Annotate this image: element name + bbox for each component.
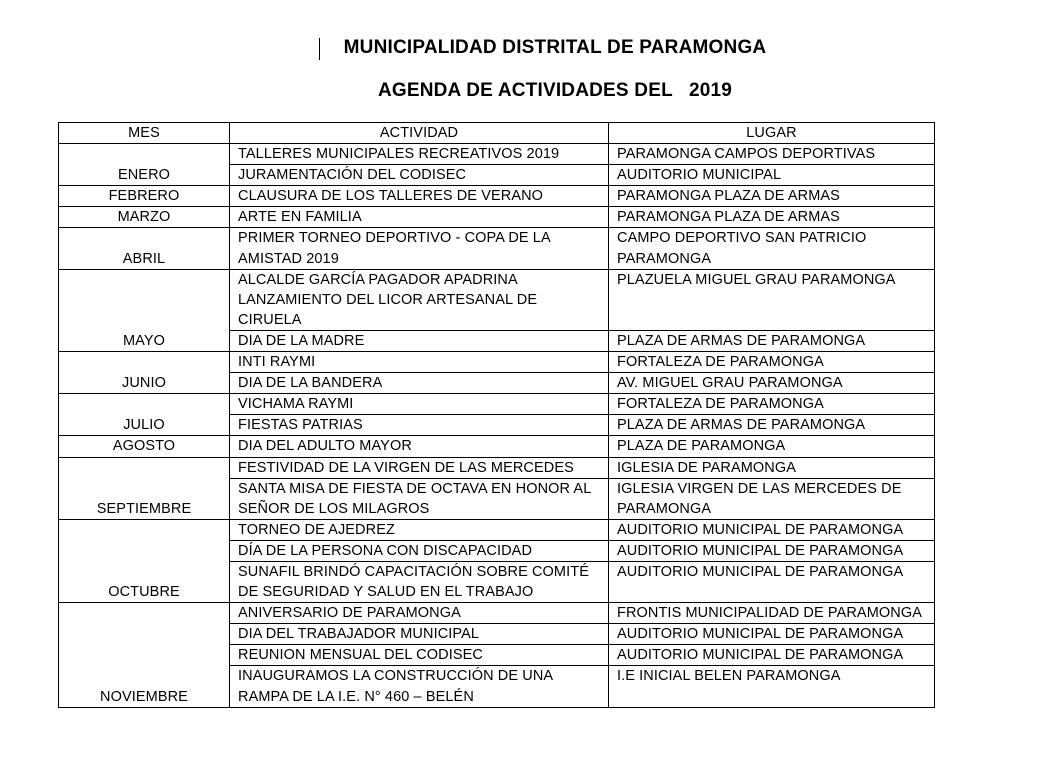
cell-lugar: AUDITORIO MUNICIPAL DE PARAMONGA: [609, 624, 935, 645]
cell-lugar: PLAZUELA MIGUEL GRAU PARAMONGA: [609, 269, 935, 330]
cell-lugar: FRONTIS MUNICIPALIDAD DE PARAMONGA: [609, 603, 935, 624]
table-row: [59, 228, 935, 269]
table-row: [59, 186, 935, 207]
cell-mes: FEBRERO: [59, 186, 230, 207]
cell-lugar: FORTALEZA DE PARAMONGA: [609, 394, 935, 415]
cell-lugar: PLAZA DE PARAMONGA: [609, 436, 935, 457]
cell-mes: ENERO: [59, 144, 230, 186]
table-row: [59, 207, 935, 228]
cell-lugar: PLAZA DE ARMAS DE PARAMONGA: [609, 330, 935, 351]
table-header-row: [59, 123, 935, 144]
table-row: [59, 394, 935, 415]
table-row: [59, 457, 935, 478]
cell-mes: SEPTIEMBRE: [59, 457, 230, 519]
document-subtitle: AGENDA DE ACTIVIDADES DEL 2019: [377, 80, 733, 101]
cell-actividad: TALLERES MUNICIPALES RECREATIVOS 2019: [230, 144, 609, 165]
cell-mes: JULIO: [59, 394, 230, 436]
header-mes: MES: [59, 123, 230, 144]
cell-actividad: PRIMER TORNEO DEPORTIVO - COPA DE LA AMISTAD 2019: [230, 228, 609, 269]
cell-actividad: FIESTAS PATRIAS: [230, 415, 609, 436]
cell-actividad: ALCALDE GARCÍA PAGADOR APADRINA LANZAMIENTO DEL LICOR ARTESANAL DE CIRUELA: [230, 269, 609, 330]
cell-actividad: CLAUSURA DE LOS TALLERES DE VERANO: [230, 186, 609, 207]
cell-lugar: AUDITORIO MUNICIPAL DE PARAMONGA: [609, 561, 935, 602]
cell-lugar: PARAMONGA CAMPOS DEPORTIVAS: [609, 144, 935, 165]
cell-actividad: REUNION MENSUAL DEL CODISEC: [230, 645, 609, 666]
cell-lugar: IGLESIA VIRGEN DE LAS MERCEDES DE PARAMONGA: [609, 478, 935, 519]
cell-actividad: DIA DEL ADULTO MAYOR: [230, 436, 609, 457]
cell-actividad: TORNEO DE AJEDREZ: [230, 519, 609, 540]
cell-actividad: ARTE EN FAMILIA: [230, 207, 609, 228]
cell-lugar: PARAMONGA PLAZA DE ARMAS: [609, 207, 935, 228]
cell-lugar: AUDITORIO MUNICIPAL: [609, 165, 935, 186]
cell-mes: JUNIO: [59, 352, 230, 394]
cell-actividad: DIA DEL TRABAJADOR MUNICIPAL: [230, 624, 609, 645]
cell-lugar: PARAMONGA PLAZA DE ARMAS: [609, 186, 935, 207]
cell-actividad: SUNAFIL BRINDÓ CAPACITACIÓN SOBRE COMITÉ DE SEGURIDAD Y SALUD EN EL TRABAJO: [230, 561, 609, 602]
table-row: [59, 269, 935, 330]
cell-actividad: INTI RAYMI: [230, 352, 609, 373]
cell-lugar: AUDITORIO MUNICIPAL DE PARAMONGA: [609, 519, 935, 540]
table-row: [59, 352, 935, 373]
cell-mes: ABRIL: [59, 228, 230, 269]
document-title: MUNICIPALIDAD DISTRITAL DE PARAMONGA: [343, 37, 767, 58]
cell-lugar: AUDITORIO MUNICIPAL DE PARAMONGA: [609, 540, 935, 561]
table-row: [59, 144, 935, 165]
cell-actividad: FESTIVIDAD DE LA VIRGEN DE LAS MERCEDES: [230, 457, 609, 478]
cell-actividad: JURAMENTACIÓN DEL CODISEC: [230, 165, 609, 186]
cell-actividad: SANTA MISA DE FIESTA DE OCTAVA EN HONOR AL SEÑOR DE LOS MILAGROS: [230, 478, 609, 519]
header-lugar: LUGAR: [609, 123, 935, 144]
table-row: [59, 519, 935, 540]
cell-mes: MARZO: [59, 207, 230, 228]
cell-mes: NOVIEMBRE: [59, 603, 230, 707]
cell-actividad: DIA DE LA BANDERA: [230, 373, 609, 394]
cell-lugar: AUDITORIO MUNICIPAL DE PARAMONGA: [609, 645, 935, 666]
table-row: [59, 603, 935, 624]
header-actividad: ACTIVIDAD: [230, 123, 609, 144]
cell-mes: MAYO: [59, 269, 230, 351]
cell-actividad: VICHAMA RAYMI: [230, 394, 609, 415]
table-body: [59, 144, 935, 708]
cell-mes: OCTUBRE: [59, 519, 230, 602]
cell-mes: AGOSTO: [59, 436, 230, 457]
activities-table: [58, 122, 935, 708]
cell-actividad: DÍA DE LA PERSONA CON DISCAPACIDAD: [230, 540, 609, 561]
cell-actividad: INAUGURAMOS LA CONSTRUCCIÓN DE UNA RAMPA DE LA I.E. N° 460 – BELÉN: [230, 666, 609, 707]
cell-lugar: PLAZA DE ARMAS DE PARAMONGA: [609, 415, 935, 436]
cell-lugar: IGLESIA DE PARAMONGA: [609, 457, 935, 478]
cell-lugar: FORTALEZA DE PARAMONGA: [609, 352, 935, 373]
cell-actividad: ANIVERSARIO DE PARAMONGA: [230, 603, 609, 624]
table-row: [59, 436, 935, 457]
cell-actividad: DIA DE LA MADRE: [230, 330, 609, 351]
cell-lugar: I.E INICIAL BELEN PARAMONGA: [609, 666, 935, 707]
cell-lugar: CAMPO DEPORTIVO SAN PATRICIO PARAMONGA: [609, 228, 935, 269]
cell-lugar: AV. MIGUEL GRAU PARAMONGA: [609, 373, 935, 394]
